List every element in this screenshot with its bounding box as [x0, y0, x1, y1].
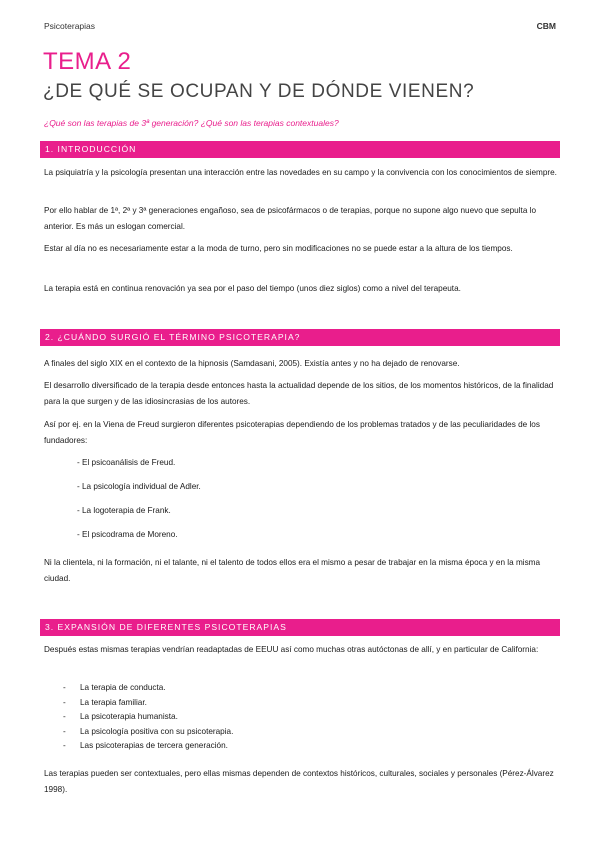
list-bullet: - — [63, 712, 66, 721]
list-item: - La logoterapia de Frank. — [77, 506, 171, 515]
list-item: La psicoterapia humanista. — [80, 712, 178, 721]
section-heading-expansion: 3. EXPANSIÓN DE DIFERENTES PSICOTERAPIAS — [40, 619, 560, 636]
paragraph: Estar al día no es necesariamente estar a la moda de turno, pero sin modificaciones no se puede estar a la altura de los tiempos. — [44, 244, 513, 253]
section-heading-cuando-surgio: 2. ¿CUÁNDO SURGIÓ EL TÉRMINO PSICOTERAPIA? — [40, 329, 560, 346]
list-item: - El psicodrama de Moreno. — [77, 530, 178, 539]
paragraph: Ni la clientela, ni la formación, ni el talante, ni el talento de todos ellos era el mismo a pesar de trabajar en la misma época y en la misma ciudad. — [44, 558, 541, 583]
list-item: La psicología positiva con su psicoterapia. — [80, 727, 234, 736]
guiding-question: ¿Qué son las terapias de 3ª generación? ¿Qué son las terapias contextuales? — [44, 118, 339, 128]
header-course-name: Psicoterapias — [44, 21, 96, 31]
paragraph: Así por ej. en la Viena de Freud surgieron diferentes psicoterapias dependiendo de los problemas tratados y de las peculiaridades de los fundadores: — [44, 420, 540, 445]
list-item: - El psicoanálisis de Freud. — [77, 458, 176, 467]
list-bullet: - — [63, 698, 66, 707]
page-title: TEMA 2 — [43, 48, 132, 75]
page-subtitle: ¿DE QUÉ SE OCUPAN Y DE DÓNDE VIENEN? — [43, 81, 475, 102]
list-item: Las psicoterapias de tercera generación. — [80, 741, 228, 750]
paragraph: La psiquiatría y la psicología presentan una interacción entre las novedades en su campo y la convivencia con los conocimientos de siempre. — [44, 168, 557, 177]
list-item: - La psicología individual de Adler. — [77, 482, 201, 491]
list-bullet: - — [63, 741, 66, 750]
paragraph: Después estas mismas terapias vendrían readaptadas de EEUU así como muchas otras autóctonas de allí, y en particular de California: — [44, 645, 539, 654]
paragraph: Las terapias pueden ser contextuales, pero ellas mismas dependen de contextos históricos, culturales, sociales y personales (Pérez-Álvarez 1998). — [44, 769, 554, 794]
list-item: La terapia de conducta. — [80, 683, 166, 692]
header-initials: CBM — [536, 21, 556, 31]
paragraph: El desarrollo diversificado de la terapia desde entonces hasta la actualidad depende de los sitios, de los momentos históricos, de la finalidad para la que surgen y de las idiosincrasias de los autores. — [44, 381, 554, 406]
list-bullet: - — [63, 683, 66, 692]
list-item: La terapia familiar. — [80, 698, 147, 707]
paragraph: A finales del siglo XIX en el contexto de la hipnosis (Samdasani, 2005). Existía antes y no ha dejado de renovarse. — [44, 359, 460, 368]
paragraph: Por ello hablar de 1ª, 2ª y 3ª generaciones engañoso, sea de psicofármacos o de terapias, porque no supone algo nuevo que sepulta lo anterior. Es más un eslogan comercial. — [44, 206, 537, 231]
section-heading-introduccion: 1. INTRODUCCIÓN — [40, 141, 560, 158]
paragraph: La terapia está en continua renovación ya sea por el paso del tiempo (unos diez siglos) como a nivel del terapeuta. — [44, 284, 461, 293]
list-bullet: - — [63, 727, 66, 736]
